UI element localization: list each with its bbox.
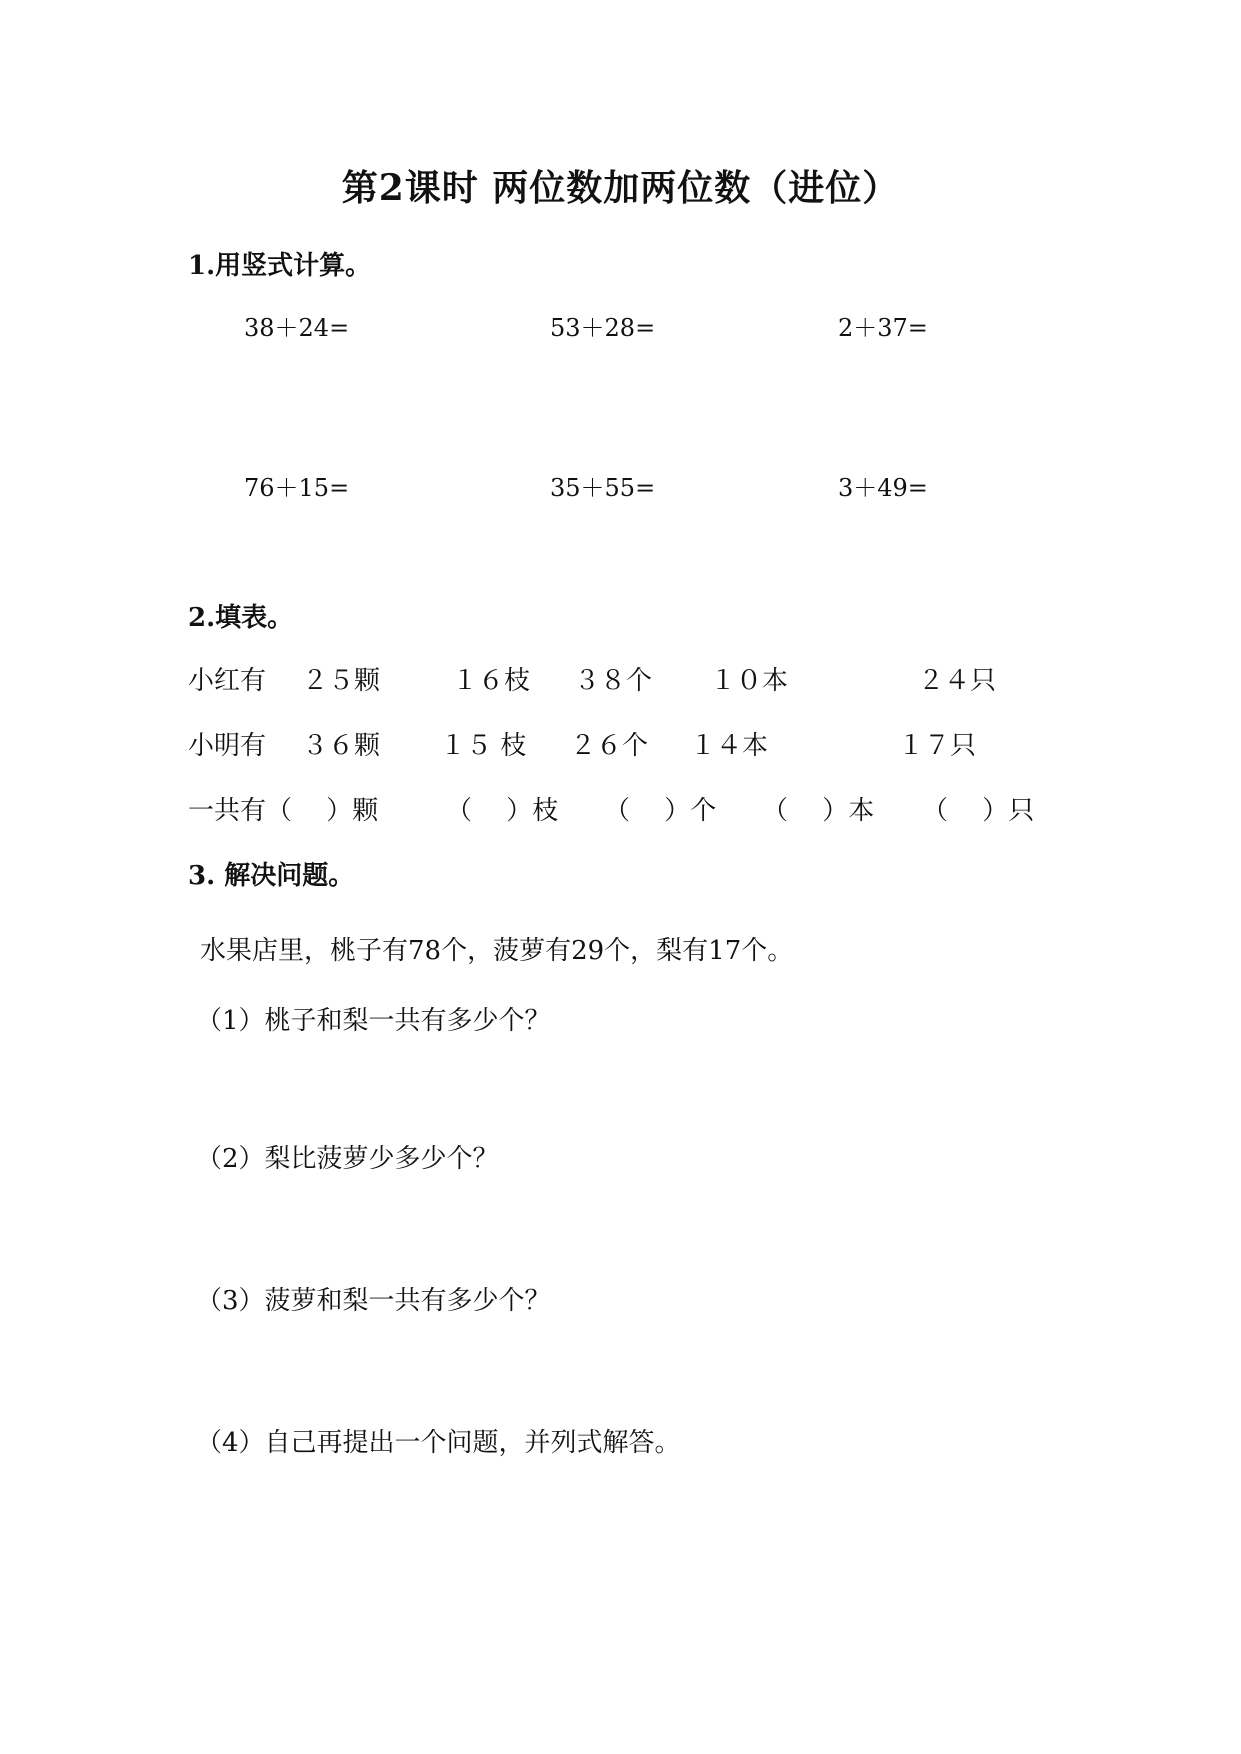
table-cell: １４本: [690, 731, 769, 761]
problem-intro: 水果店里，桃子有78个，菠萝有29个，梨有17个。: [200, 936, 794, 966]
table-cell: ２５颗: [302, 666, 381, 696]
table-cell: ２４只: [918, 666, 997, 696]
row-label-total: 一共有: [188, 796, 267, 826]
question-3: （3）菠萝和梨一共有多少个？: [196, 1286, 551, 1316]
question-2: （2）梨比菠萝少多少个？: [196, 1144, 499, 1174]
section-2-heading: 2.填表。: [188, 603, 294, 633]
section-1-heading: 1.用竖式计算。: [188, 251, 372, 281]
expression-6: 3＋49=: [838, 474, 928, 502]
table-cell: ３６颗: [302, 731, 381, 761]
answer-blank: （ ）本: [762, 796, 875, 826]
expression-4: 76＋15=: [244, 474, 350, 502]
row-label-xiaoming: 小明有: [188, 731, 267, 761]
expression-3: 2＋37=: [838, 314, 928, 342]
question-4: （4）自己再提出一个问题，并列式解答。: [196, 1428, 681, 1458]
table-cell: １０本: [710, 666, 789, 696]
expression-1: 38＋24=: [244, 314, 350, 342]
answer-blank: （ ）颗: [266, 796, 379, 826]
answer-blank: （ ）个: [604, 796, 717, 826]
answer-blank: （ ）枝: [446, 796, 559, 826]
section-3-heading: 3. 解决问题。: [188, 861, 355, 891]
table-cell: ３８个: [574, 666, 653, 696]
page-title: 第2课时 两位数加两位数（进位）: [341, 167, 900, 209]
expression-5: 35＋55=: [550, 474, 656, 502]
table-cell: １６枝: [452, 666, 531, 696]
question-1: （1）桃子和梨一共有多少个？: [196, 1006, 551, 1036]
table-cell: １５ 枝: [440, 731, 527, 761]
table-cell: １７只: [898, 731, 977, 761]
expression-2: 53＋28=: [550, 314, 656, 342]
table-cell: ２６个: [570, 731, 649, 761]
answer-blank: （ ）只: [922, 796, 1035, 826]
row-label-xiaohong: 小红有: [188, 666, 267, 696]
